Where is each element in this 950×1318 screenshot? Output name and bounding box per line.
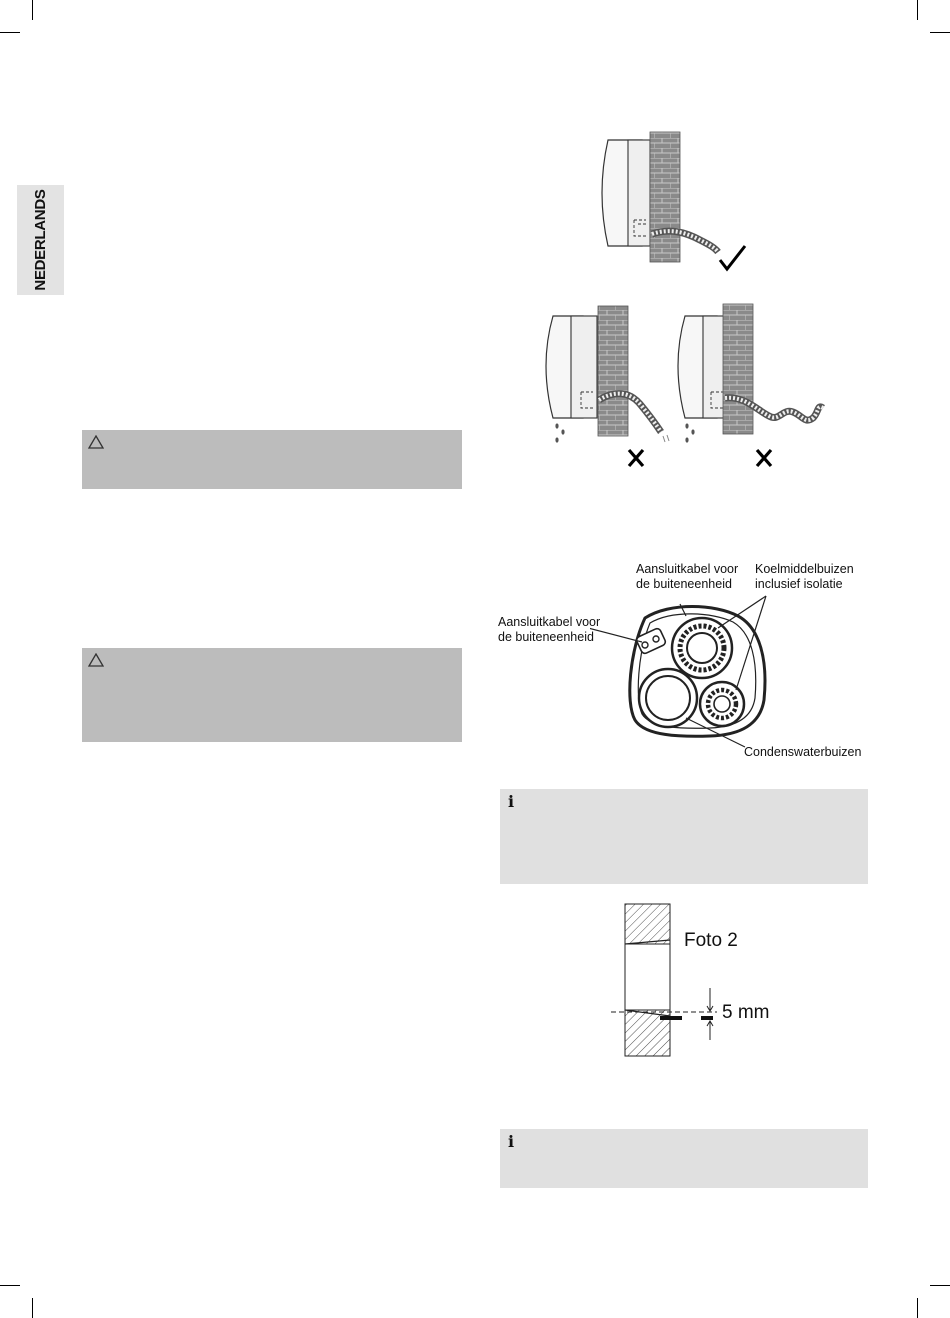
crop-mark [930,1285,950,1286]
figure-wrong-installation-2 [665,300,835,475]
water-drops [555,423,564,442]
wall-section-top [625,904,670,944]
warning-triangle-icon [88,653,104,667]
warning-box [82,430,462,489]
condensate-pipe [639,669,697,727]
crop-mark [0,32,20,33]
label-line: de buiteneenheid [498,630,594,644]
water-drops [685,423,694,442]
crop-mark [0,1285,20,1286]
brick-wall [723,304,753,434]
crop-mark [917,0,918,20]
figure-cable-bundle [590,590,790,750]
crop-mark [917,1298,918,1318]
crop-mark [930,32,950,33]
language-side-tab [17,185,64,295]
indoor-unit [678,316,727,418]
photo-label: Foto 2 [684,930,738,951]
figure-wrong-installation-1 [535,300,675,475]
check-mark-icon [720,246,745,269]
crop-mark [32,1298,33,1318]
crop-mark [32,0,33,20]
info-box [500,1129,868,1188]
info-icon: i [508,792,515,811]
warning-box [82,648,462,742]
figure-correct-installation [590,128,760,278]
label-cable-left [498,615,600,645]
indoor-unit [602,140,650,246]
label-line: Koelmiddelbuizen [755,562,854,576]
label-line: Aansluitkabel voor [498,615,601,629]
warning-triangle-icon [88,435,104,449]
label-cable-top [636,562,738,592]
indoor-unit [546,316,597,418]
refrigerant-pipe-large [672,618,732,678]
label-line: inclusief isolatie [755,577,843,591]
info-icon: i [508,1132,515,1151]
brick-wall [650,132,680,262]
language-label: NEDERLANDS [32,189,49,291]
info-box [500,789,868,884]
cross-mark-icon [629,450,643,466]
figure-wall-drill [605,900,725,1060]
refrigerant-pipe-small [700,682,744,726]
cross-mark-icon [757,450,771,466]
brick-wall [598,306,628,436]
label-refrigerant [755,562,854,592]
label-line: de buiteneenheid [636,577,732,591]
offset-label: 5 mm [722,1002,770,1023]
label-condensate: Condenswaterbuizen [744,745,862,759]
label-line: Aansluitkabel voor [636,562,739,576]
